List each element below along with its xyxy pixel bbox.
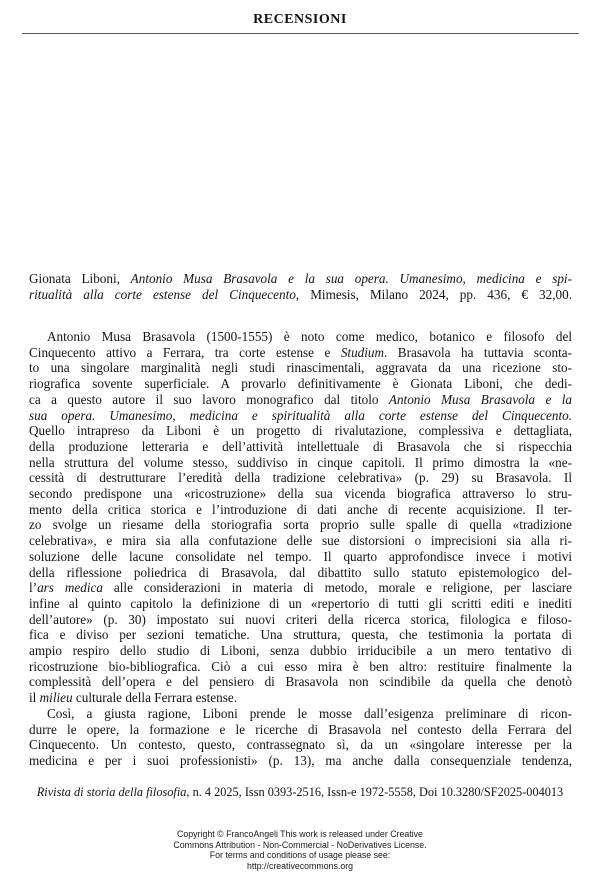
text-run: Gionata Liboni,	[29, 271, 131, 286]
text-line	[29, 612, 572, 628]
book-citation	[29, 271, 572, 303]
text-run: culturale della Ferrara estense.	[72, 690, 237, 706]
text-run: ca a questo autore il suo lavoro monografico dal titolo	[29, 391, 389, 407]
text-line	[29, 580, 572, 596]
journal-issue-line	[0, 785, 600, 800]
text-run: l’	[29, 580, 38, 596]
text-line	[29, 533, 572, 549]
text-line	[29, 392, 572, 408]
text-run: cessità di destrutturare l’eredità della tradizione celebrativa» (p. 29) su Brasavola. Il	[29, 470, 572, 486]
copyright-line: Commons Attribution - Non-Commercial - NoDerivatives License.	[173, 839, 427, 850]
text-run: alle considerazioni in materia di metodo, morale e religione, per lasciare	[102, 580, 572, 596]
text-run: , n. 4 2025, Issn 0393-2516, Issn-e 1972-5558, Doi 10.3280/SF2025-004013	[186, 785, 564, 799]
italic-text-run: Antonio Musa Brasavola e la	[388, 391, 572, 407]
text-run: Quello intrapreso da Liboni è un progetto di rivalutazione, complessiva e dettagliata,	[29, 423, 572, 439]
text-line	[29, 408, 572, 424]
text-run: medicina e per i suoi professionisti» (p. 13), ma anche dalla consequenziale tendenza,	[29, 752, 572, 768]
copyright-line: For terms and conditions of usage please see:	[209, 850, 391, 861]
text-line	[29, 674, 572, 690]
italic-text-run: sua opera. Umanesimo, medicina e spiritualità alla corte estense del Cinquecento.	[29, 407, 572, 423]
text-run: Antonio Musa Brasavola (1500-1555) è noto come medico, botanico e filosofo del	[47, 329, 572, 344]
text-run: zo svolge un riesame della storiografia sorta proprio sulle spalle di quella «tradizione	[29, 517, 572, 533]
text-run: secondo predispone una «ricostruzione» della sua vicenda biografica attraverso lo stru-	[29, 486, 572, 502]
text-line	[29, 627, 572, 643]
text-run: Cinquecento. Un contesto, questo, contrassegnato sì, da un «singolare interesse per la	[29, 737, 572, 753]
text-run: il	[29, 690, 40, 706]
copyright-notice	[0, 829, 600, 871]
text-line	[29, 287, 572, 303]
copyright-line: Copyright © FrancoAngeli This work is released under Creative	[177, 829, 423, 839]
text-line	[29, 596, 572, 612]
text-line	[29, 722, 572, 738]
text-run: riografica sovente superficiale. A provarlo definitivamente è Gionata Liboni, che dedi-	[29, 376, 572, 392]
creativecommons-url: http://creativecommons.org	[246, 860, 354, 871]
text-line	[29, 486, 572, 502]
text-run: nella struttura del volume stesso, suddiviso in cinque capitoli. Il primo dimostra la «ne-	[29, 454, 572, 470]
text-run: ricostruzione bio-bibliografica. Ciò a cui esso mira è ben altro: restituire finalmente la	[29, 658, 572, 674]
text-line	[29, 423, 572, 439]
paragraph	[29, 706, 572, 769]
text-line	[29, 737, 572, 753]
text-line	[29, 360, 572, 376]
text-line	[29, 502, 572, 518]
text-line	[29, 271, 572, 287]
text-line	[29, 376, 572, 392]
text-run: ampio respiro dello studio di Liboni, senza dubbio irriducibile a un mero tentativo di	[29, 643, 572, 659]
text-run: to una singolare marginalità negli studi rinascimentali, aggravata da una ricezione sto-	[29, 360, 572, 376]
italic-text-run: milieu	[39, 690, 73, 706]
paragraph	[29, 271, 572, 303]
text-line	[29, 565, 572, 581]
text-line	[29, 706, 572, 722]
text-line	[29, 517, 572, 533]
italic-text-run: Rivista di storia della filosofia	[36, 785, 187, 799]
text-line	[29, 329, 572, 345]
text-line	[29, 643, 572, 659]
text-run: dell’autore» (p. 30) impostato sui nuovi criteri della ricerca storica, filologica e filoso-	[29, 611, 572, 627]
text-run: della riflessione poliedrica di Brasavola, dal dibattito sullo statuto epistemologico del-	[29, 564, 572, 580]
text-run: complessità dell’opera e del pensiero di Brasavola non scindibile da quella che denotò	[29, 674, 572, 690]
page-header-title: RECENSIONI	[253, 12, 347, 27]
text-line	[29, 549, 572, 565]
text-run: , Mimesis, Milano 2024, pp. 436, € 32,00.	[295, 287, 572, 302]
text-run: fica e diviso per sezioni tematiche. Una struttura, questa, che testimonia la portata di	[29, 627, 572, 643]
text-run: mento della critica storica e l’introduzione di dati anche di recente acquisizione. Il ter-	[29, 501, 572, 517]
text-run: soluzione delle lacune consolidate nel tempo. Il quarto approfondisce invece i motivi	[29, 548, 572, 564]
text-line	[29, 439, 572, 455]
header-rule	[22, 33, 579, 34]
text-line	[29, 455, 572, 471]
text-line	[29, 690, 572, 706]
italic-text-run: Antonio Musa Brasavola e la sua opera. Umanesimo, medicina e spi-	[130, 271, 572, 286]
text-run: durre le opere, la formazione e le ricerche di Brasavola nel contesto della Ferrara del	[29, 721, 572, 737]
text-run: . Brasavola ha tuttavia sconta-	[384, 344, 573, 360]
review-text	[29, 329, 572, 769]
text-line	[29, 659, 572, 675]
italic-text-run: ars medica	[37, 580, 103, 596]
italic-text-run: ritualità alla corte estense del Cinquecento	[29, 287, 296, 302]
text-line	[29, 470, 572, 486]
text-run: Cinquecento attivo a Ferrara, tra corte estense e	[29, 344, 341, 360]
text-run: celebrativa», e mira sia alla confutazione delle sue distorsioni o imprecisioni sia alla ri-	[29, 533, 572, 549]
text-run: infine al quinto capitolo la definizione di un «repertorio di tutti gli scritti editi e inediti	[29, 595, 572, 611]
text-line	[29, 753, 572, 769]
text-line	[29, 345, 572, 361]
text-run: Così, a giusta ragione, Liboni prende le mosse dall’esigenza preliminare di ricon-	[47, 705, 572, 721]
text-run: della produzione letteraria e dell’attività intellettuale di Brasavola che si rispecchia	[29, 438, 572, 454]
italic-text-run: Studium	[340, 344, 385, 360]
paragraph	[29, 329, 572, 706]
